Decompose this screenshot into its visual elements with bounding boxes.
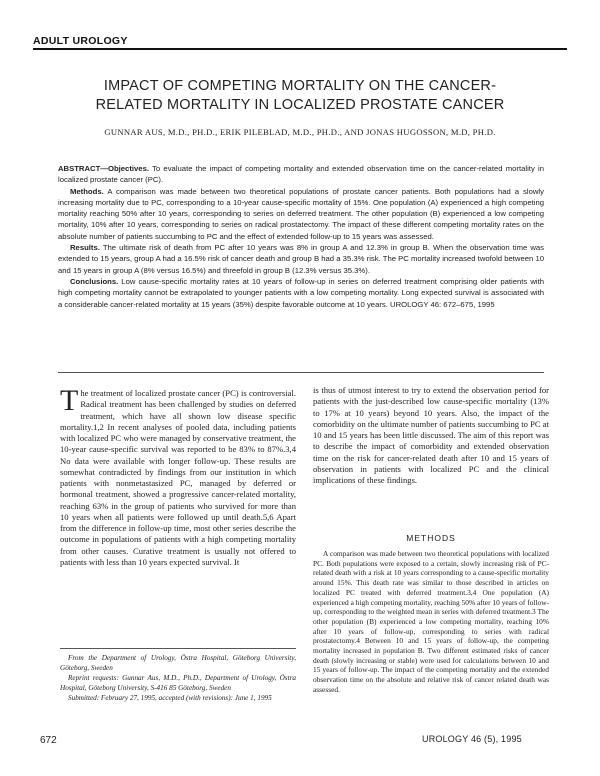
journal-reference: UROLOGY 46 (5), 1995: [422, 734, 522, 744]
author-list: GUNNAR AUS, M.D., PH.D., ERIK PILEBLAD, M.D., PH.D., AND JONAS HUGOSSON, M.D, PH.D.: [104, 127, 496, 137]
footnote-affiliation: From the Department of Urology, Östra Hospital, Göteborg University, Göteborg, Sweden: [60, 654, 296, 672]
methods-label: Methods.: [70, 186, 104, 196]
section-label: ADULT UROLOGY: [33, 35, 128, 47]
abstract-divider: [58, 372, 544, 373]
footnotes: [60, 654, 296, 705]
article-title: [40, 77, 560, 115]
drop-cap: T: [60, 384, 79, 417]
title-line-1: IMPACT OF COMPETING MORTALITY ON THE CANCER-: [103, 78, 497, 94]
footnote-reprint: Reprint requests: Gunnar Aus, M.D., Ph.D., Department of Urology, Östra Hospital, Göteborg University, S-416 85 Göteborg, Sweden: [60, 674, 296, 692]
abstract-methods: [58, 186, 544, 242]
section-divider: [33, 48, 567, 50]
body-left-column: [60, 384, 296, 568]
title-line-2: RELATED MORTALITY IN LOCALIZED PROSTATE CANCER: [95, 97, 505, 113]
intro-paragraph: [60, 384, 296, 568]
conclusions-text: Low cause-specific mortality rates at 10 years of follow-up in series on deferred treatment comprising older patients with high competing mortality cannot be extrapolated to younger patients with a low competing mortality. Long expected survival is associated with a considerable cancer-related mortality at 15 years (35%) despite favorable outcome at 10 years.: [58, 276, 544, 309]
results-text: The ultimate risk of death from PC after 10 years was 8% in group A and 12.3% in group B. When the observation time was extended to 15 years, group A had a 16.5% risk of cancer death and group B had a 35.3% risk. The PC mortality increased twofold between 10 and 15 years in group A (8% versus 16.5%) and threefold in group B (12.3% versus 35.3%).: [58, 243, 544, 275]
footnote-divider: [60, 648, 296, 649]
objectives-text: To evaluate the impact of competing mortality and extended observation time on the cancer-related mortality in localized prostate cancer (PC).: [58, 164, 544, 185]
abstract-citation: UROLOGY 46: 672–675, 1995: [390, 299, 495, 309]
conclusions-label: Conclusions.: [70, 276, 119, 286]
methods-text: A comparison was made between two theoretical populations of prostate cancer patients. Both populations had a slowly increasing mortality due to PC, corresponding to a 10-year cause-specific mortality of 15%. One population (A) experienced a high competing mortality reaching 50% after 10 years, corresponding to series on deferred treatment. The other population (B) experienced a low competing mortality, 10% after 10 years, corresponding to series on radical prostatectomy. The impact of these different competing mortality rates on the absolute number of patients succumbing to PC and the effect of extended follow-up to 15 years was assessed.: [58, 186, 544, 241]
abstract: [58, 163, 544, 310]
abstract-conclusions: [58, 276, 544, 310]
results-label: Results.: [70, 243, 100, 253]
body-right-column: [313, 385, 549, 486]
abstract-objectives: [58, 163, 544, 186]
intro-text: he treatment of localized prostate cancer (PC) is controversial. Radical treatment has been challenged by studies on deferred treatment, which have all shown low disease specific mortality.1,2 In recent analyses of pooled data, including patients with localized PC who were managed by conservative treatment, the 10-year cause-specific survival was reported to be 83% to 87%.3,4 No data were available with longer follow-up. These results are somewhat contradicted by findings from our institution in which patients with nonmetastasized PC, managed by deferred or hormonal treatment, showed a progressive cancer-related mortality, reaching 63% in the group of patients who survived for more than 10 years when all patients were followed up until death.5,6 Apart from the difference in follow-up time, most other series describe the outcome in populations of patients with a high competing mortality from other causes. Curative treatment is usually not offered to patients with less than 10 years expected survival. It: [60, 388, 296, 567]
page-number: 672: [40, 735, 57, 746]
objectives-label: ABSTRACT—Objectives.: [58, 164, 149, 173]
methods-heading: METHODS: [406, 533, 456, 543]
methods-body: A comparison was made between two theoretical populations with localized PC. Both populations were exposed to a certain, slowly increasing risk of PC-related death with a risk at 10 years corresponding to a cause-specific mortality around 15%. This death rate was similar to those described in articles on localized PC treated with deferred treatment.3,4 One population (A) experienced a high competing mortality, reaching 50% after 10 years of follow-up, corresponding to the weighted mean in series with deferred treatment.3 The other population (B) experienced a low competing mortality, reaching 10% after 10 years of follow-up, corresponding to series with radical prostatectomy.4 Between 10 and 15 years of follow-up, the competing mortality increased in population B. Two different estimated risks of cancer death (slowly increasing or stable) were used for calculations between 10 and 15 years of follow-up. The impact of the competing mortality and the extended observation time on the absolute and relative risk of cancer related death was assessed.: [313, 549, 549, 694]
abstract-results: [58, 242, 544, 276]
intro-continued: is thus of utmost interest to try to extend the observation period for patients with the just-described low cause-specific mortality (13% to 17% at 10 years) beyond 10 years. Also, the impact of the comorbidity on the ultimate number of patients succumbing to PC at 10 and 15 years has been little discussed. The aim of this report was to describe the impact of comorbidity and extended observation time on the risk for cancer-related death after 10 and 15 years of observation in patients with localized PC and the clinical implications of these findings.: [313, 385, 549, 485]
footnote-submitted: Submitted: February 27, 1995, accepted (with revisions): June 1, 1995: [68, 694, 272, 703]
